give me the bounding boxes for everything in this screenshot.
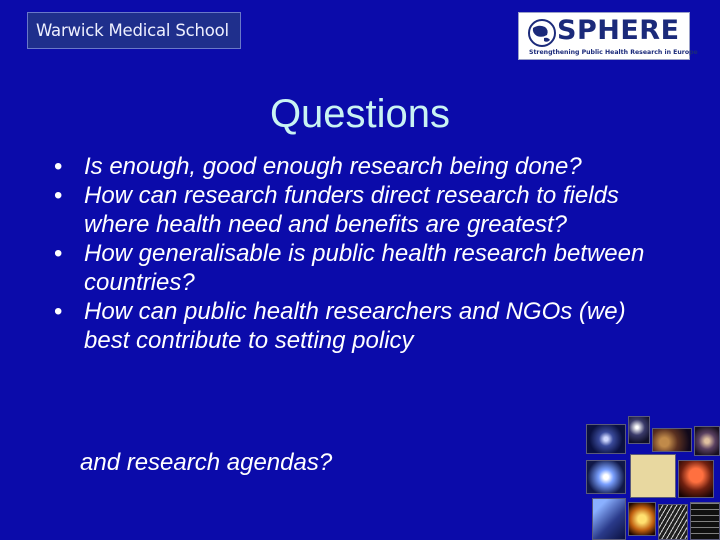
list-item bbox=[54, 239, 674, 297]
diagram-icon bbox=[630, 454, 676, 498]
starfield-icon bbox=[592, 498, 626, 540]
question-list bbox=[54, 152, 674, 355]
sun-icon bbox=[628, 502, 656, 536]
tree-icon bbox=[678, 460, 714, 498]
warwick-medical-school-logo bbox=[27, 12, 241, 49]
question-continuation: and research agendas? bbox=[80, 449, 333, 476]
bullet-icon: • bbox=[54, 298, 63, 325]
particle-trace-icon bbox=[658, 504, 688, 540]
sphere-logo bbox=[518, 12, 698, 60]
bullet-icon: • bbox=[54, 182, 63, 209]
list-item bbox=[54, 297, 674, 355]
stars-icon bbox=[628, 416, 650, 444]
supernova-icon bbox=[586, 460, 626, 494]
question-text: How generalisable is public health research between countries? bbox=[84, 240, 645, 296]
planet-icon bbox=[694, 426, 720, 456]
bullet-icon: • bbox=[54, 153, 63, 180]
sphere-wordmark: SPHERE bbox=[557, 15, 680, 46]
globe-icon bbox=[527, 18, 557, 48]
science-image-collage bbox=[580, 414, 720, 540]
bullet-icon: • bbox=[54, 240, 63, 267]
list-item bbox=[54, 181, 674, 239]
warwick-logo-text: Warwick Medical School bbox=[36, 21, 229, 40]
grid-icon bbox=[690, 502, 720, 540]
slide-title: Questions bbox=[269, 92, 451, 136]
list-item bbox=[54, 152, 674, 181]
galaxy-icon bbox=[586, 424, 626, 454]
question-text: Is enough, good enough research being done? bbox=[84, 153, 582, 180]
nebula-icon bbox=[652, 428, 692, 452]
question-text: How can research funders direct research to fields where health need and benefits are greatest? bbox=[84, 182, 619, 238]
question-text: How can public health researchers and NGOs (we) best contribute to setting policy bbox=[84, 298, 626, 354]
sphere-tagline: Strengthening Public Health Research in Europe bbox=[529, 49, 698, 56]
